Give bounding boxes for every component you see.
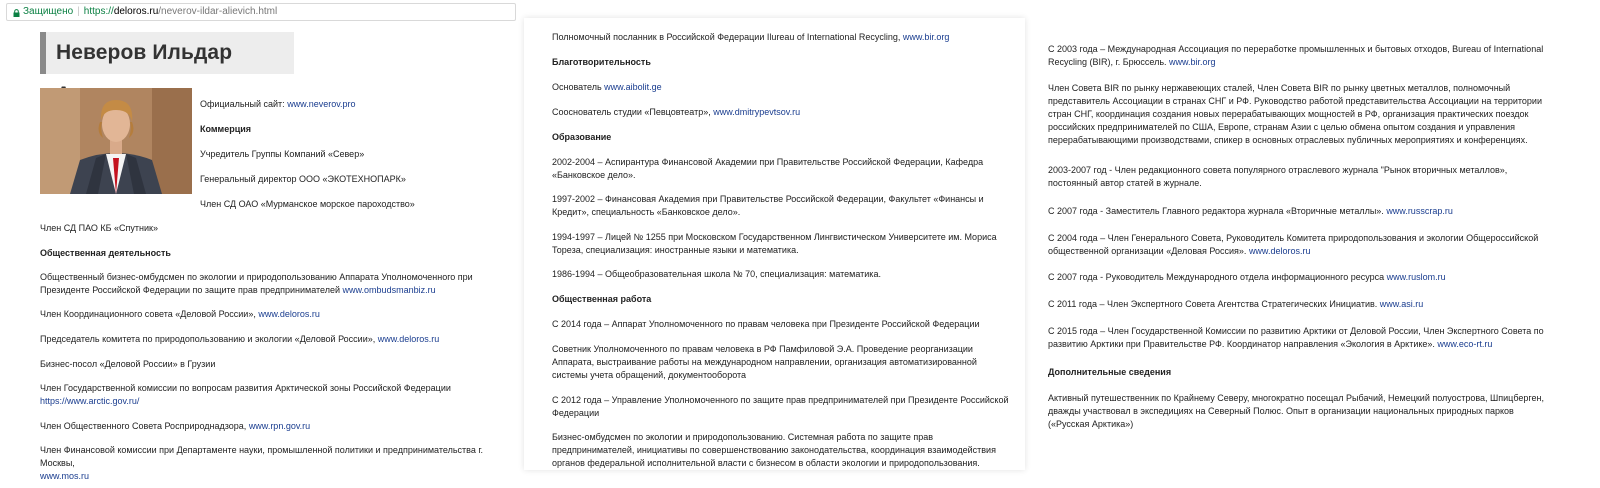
career-item bbox=[1048, 43, 1553, 69]
public-item bbox=[40, 271, 510, 297]
column-left bbox=[6, 0, 520, 488]
career-item-text: С 2004 года – Член Генерального Совета, Руководитель Комитета природопользования и экологии Общероссийской общественной организации «Деловая Россия». bbox=[1048, 233, 1539, 256]
career-item-text: С 2015 года – Член Государственной Комиссии по развитию Арктики от Деловой России, Член Экспертного Совета по развитию Арктики при Правительстве РФ. Координатор направления «Экология в Арктике». bbox=[1048, 326, 1544, 349]
career-item-text: С 2003 года – Международная Ассоциация по переработке промышленных и бытовых отходов, Bureau of International Recycling (BIR), г. Брюссель. bbox=[1048, 44, 1544, 67]
lock-icon bbox=[13, 9, 20, 17]
charity-item bbox=[552, 106, 1014, 119]
deloros-link[interactable]: www.deloros.ru bbox=[377, 334, 440, 344]
charity-item-text: Основатель bbox=[552, 82, 605, 92]
address-bar[interactable] bbox=[6, 3, 516, 21]
public-activity-heading: Общественная деятельность bbox=[40, 248, 171, 258]
deloros-link[interactable]: www.deloros.ru bbox=[1248, 246, 1311, 256]
extra-info-text: Активный путешественник по Крайнему Северу, многократно посещал Рыбачий, Немецкий полуострова, Шпицберген, дважды участвовал в экспедициях на Северный Полюс. Опыт в организации национальных природных парков («Русская Арктика») bbox=[1048, 393, 1544, 429]
asi-link[interactable]: www.asi.ru bbox=[1379, 299, 1424, 309]
ruslom-link[interactable]: www.ruslom.ru bbox=[1386, 272, 1446, 282]
bir-link[interactable]: www.bir.org bbox=[902, 32, 950, 42]
commerce-item: Член СД ПАО КБ «Спутник» bbox=[40, 223, 158, 233]
work-item: С 2014 года – Аппарат Уполномоченного по правам человека при Президенте Российской Федерации bbox=[552, 319, 980, 329]
career-item-text: С 2007 года - Заместитель Главного редактора журнала «Вторичные металлы». bbox=[1048, 206, 1387, 216]
career-item bbox=[1048, 205, 1553, 218]
career-item bbox=[1048, 232, 1553, 258]
page-title: Неверов Ильдар bbox=[56, 41, 233, 64]
secure-label: Защищено bbox=[23, 6, 74, 17]
commerce-item: Член СД ОАО «Мурманское морское пароходство» bbox=[200, 199, 415, 209]
rpn-link[interactable]: www.rpn.gov.ru bbox=[248, 421, 311, 431]
education-item: 1986-1994 – Общеобразовательная школа № 70, специализация: математика. bbox=[552, 269, 881, 279]
profile-photo bbox=[40, 88, 192, 194]
dmitrypevtsov-link[interactable]: www.dmitrypevtsov.ru bbox=[713, 107, 801, 117]
column-middle bbox=[524, 18, 1025, 470]
public-item-text: Член Общественного Совета Росприроднадзора, bbox=[40, 421, 249, 431]
public-item-text: Член Финансовой комиссии при Департаменте науки, промышленной политики и предпринимательства г. Москвы, bbox=[40, 445, 484, 468]
bir-link[interactable]: www.bir.org bbox=[1169, 57, 1216, 67]
url-scheme: https:// bbox=[83, 6, 114, 17]
career-item bbox=[1048, 325, 1553, 351]
public-item-text: Член Координационного совета «Деловой России», bbox=[40, 309, 259, 319]
work-item: Советник Уполномоченного по правам человека в РФ Памфиловой Э.А. Проведение реорганизации Аппарата, выстраивание работы на международном направлении, организация автоматизированной системы учета обращений, документооборота bbox=[552, 344, 977, 380]
charity-item-text: Сооснователь студии «Певцовтеатр», bbox=[552, 107, 714, 117]
aibolit-link[interactable]: www.aibolit.ge bbox=[604, 82, 662, 92]
url-path: /neverov-ildar-alievich.html bbox=[158, 6, 278, 17]
url-host: deloros.ru bbox=[113, 6, 159, 17]
career-item: 2003-2007 год - Член редакционного совета популярного отраслевого журнала "Рынок вторичных металлов», постоянный автор статей в журнале. bbox=[1048, 165, 1508, 188]
public-item bbox=[40, 308, 320, 321]
career-item bbox=[1048, 298, 1553, 311]
career-item: Член Совета BIR по рынку нержавеющих сталей, Член Совета BIR по рынку цветных металлов, полномочный представитель Ассоциации в странах СНГ и РФ. Руководство работой представительства Ассоциации на территории стран СНГ, координация создания новых перерабатывающих мощностей в РФ, организация практических поездок российских предпринимателей по США, Европе, странам Азии с целью обмена опытом создания и управления перерабатывающими производствами, спикер в основных отраслевых публичных мероприятиях и конференциях. bbox=[1048, 83, 1542, 145]
russcrap-link[interactable]: www.russcrap.ru bbox=[1386, 206, 1453, 216]
commerce-item: Генеральный директор ООО «ЭКОТЕХНОПАРК» bbox=[200, 174, 406, 184]
public-item bbox=[40, 444, 510, 483]
deloros-link[interactable]: www.deloros.ru bbox=[258, 309, 320, 319]
charity-item bbox=[552, 81, 1014, 94]
bir-item bbox=[552, 31, 1014, 44]
charity-heading: Благотворительность bbox=[552, 57, 651, 67]
official-site bbox=[200, 98, 356, 111]
commerce-heading: Коммерция bbox=[200, 124, 252, 134]
education-heading: Образование bbox=[552, 132, 612, 142]
extra-info-heading: Дополнительные сведения bbox=[1048, 367, 1172, 377]
official-site-label: Официальный сайт: bbox=[200, 99, 288, 109]
bir-item-text: Полномочный посланник в Российской Федерации Ilureau of International Recycling, bbox=[552, 32, 903, 42]
eco-rt-link[interactable]: www.eco-rt.ru bbox=[1437, 339, 1493, 349]
public-item-text: Член Государственной комиссии по вопросам развития Арктической зоны Российской Федерации bbox=[40, 383, 451, 393]
url-separator: | bbox=[77, 6, 80, 17]
arctic-link[interactable]: https://www.arctic.gov.ru/ bbox=[40, 396, 140, 406]
education-item: 1997-2002 – Финансовая Академия при Правительстве Российской Федерации, Факультет «Финансы и Кредит», специальность «Банковское дело». bbox=[552, 194, 984, 217]
career-item-text: С 2011 года – Член Экспертного Совета Агентства Стратегических Инициатив. bbox=[1048, 299, 1380, 309]
career-item bbox=[1048, 271, 1553, 284]
career-item-text: С 2007 года - Руководитель Международного отдела информационного ресурса bbox=[1048, 272, 1387, 282]
column-right bbox=[1036, 28, 1558, 448]
page-title-box bbox=[40, 32, 294, 74]
public-item: Бизнес-посол «Деловой России» в Грузии bbox=[40, 359, 216, 369]
public-work-heading: Общественная работа bbox=[552, 294, 652, 304]
education-item: 1994-1997 – Лицей № 1255 при Московском Государственном Лингвистическом Университете им. Мориса Тореза, специализация: иностранные языки и математика. bbox=[552, 232, 997, 255]
public-item bbox=[40, 420, 310, 433]
public-item-text: Председатель комитета по природопользованию и экологии «Деловой России», bbox=[40, 334, 378, 344]
mos-link[interactable]: www.mos.ru bbox=[40, 471, 90, 481]
public-item bbox=[40, 333, 439, 346]
official-site-link[interactable]: www.neverov.pro bbox=[287, 99, 356, 109]
public-item-text: Общественный бизнес-омбудсмен по экологии и природопользованию Аппарата Уполномоченного при Президенте Российской Федерации по защите прав предпринимателей bbox=[40, 272, 473, 295]
education-item: 2002-2004 – Аспирантура Финансовой Академии при Правительстве Российской Федерации, Кафедра «Банковское дело». bbox=[552, 157, 984, 180]
ombudsmanbiz-link[interactable]: www.ombudsmanbiz.ru bbox=[342, 285, 436, 295]
work-item: С 2012 года – Управление Уполномоченного по защите прав предпринимателей при Президенте Российской Федерации bbox=[552, 395, 1009, 418]
commerce-item: Учредитель Группы Компаний «Север» bbox=[200, 149, 365, 159]
public-item bbox=[40, 382, 510, 408]
work-item: Бизнес-омбудсмен по экологии и природопользованию. Системная работа по защите прав предпринимателей, инициативы по совершенствованию законодательства, координация взаимодействия органов федеральной исполнительной власти с бизнесом в области экологии и природопользования. bbox=[552, 432, 996, 468]
